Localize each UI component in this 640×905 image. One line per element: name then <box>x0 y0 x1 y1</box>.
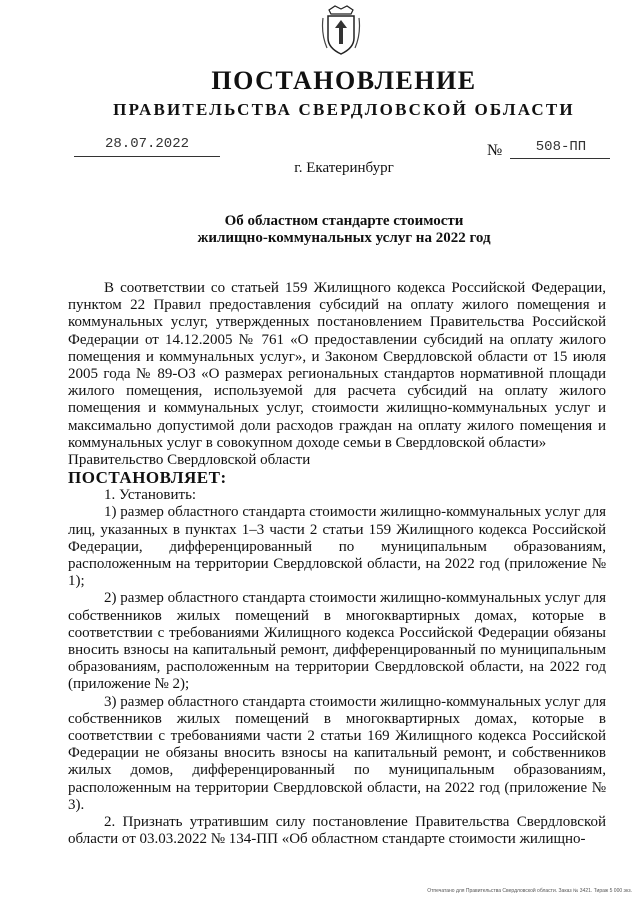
preamble-paragraph: В соответствии со статьей 159 Жилищного кодекса Российской Федерации, пунктом 22 Правил предоставления субсидий на оплату жилого помещения и коммунальных услуг, утвержденных постановлением Правительства Российской Федерации от 14.12.2005 № 761 «О предоставлении субсидий на оплату жилого помещения и коммунальных услуг», и Законом Свердловской области от 15 июля 2005 года № 89-ОЗ «О размерах региональных стандартов нормативной площади жилого помещения, используемой для расчета субсидий на оплату жилого помещения и коммунальных услуг, стоимости жилищно-коммунальных услуг и максимально допустимой доли расходов граждан на оплату жилого помещения и коммунальных услуг в совокупном доходе семьи в Свердловской области» <box>68 280 606 451</box>
date-underline <box>74 156 220 157</box>
city-name: г. Екатеринбург <box>294 160 394 176</box>
item-2: 2. Признать утратившим силу постановление Правительства Свердловской области от 03.03.2022 № 134-ПП «Об областном стандарте стоимости жилищно- <box>68 814 606 848</box>
issuer-subtitle: ПРАВИТЕЛЬСТВА СВЕРДЛОВСКОЙ ОБЛАСТИ <box>113 100 575 119</box>
item-1-3: 3) размер областного стандарта стоимости жилищно-коммунальных услуг для собственников жилых помещений в многоквартирных домах, которые в соответствии с требованиями части 2 статьи 169 Жилищного кодекса Российской Федерации не обязаны вносить взносы на капитальный ремонт, и собственников жилых домов, дифференцированный по муниципальным образованиям, расположенным на территории Свердловской области, на 2022 год (приложение № 3). <box>68 693 606 813</box>
heading-line-2: жилищно-коммунальных услуг на 2022 год <box>197 230 491 246</box>
document-number: 508-ПП <box>535 139 587 155</box>
decree-word: ПОСТАНОВЛЯЕТ: <box>68 468 227 488</box>
print-note: Отпечатано для Правительства Свердловской области. Заказ № 3421. Тираж 5 000 экз. <box>427 888 632 894</box>
document-body <box>68 280 606 849</box>
document-type-title: ПОСТАНОВЛЕНИЕ <box>211 66 477 95</box>
number-sign: № <box>487 142 503 159</box>
item-1-2: 2) размер областного стандарта стоимости жилищно-коммунальных услуг для собственников жилых помещений в многоквартирных домах, которые в соответствии с требованиями Жилищного кодекса Российской Федерации обязаны вносить взносы на капитальный ремонт, дифференцированный по муниципальным образованиям, расположенным на территории Свердловской области, на 2022 год (приложение № 2); <box>68 590 606 693</box>
document-heading <box>0 213 640 247</box>
number-underline <box>510 158 610 159</box>
item-1-1: 1) размер областного стандарта стоимости жилищно-коммунальных услуг для лиц, указанных в пунктах 1–3 части 2 статьи 159 Жилищного кодекса Российской Федерации, дифференцированный по муниципальным образованиям, расположенным на территории Свердловской области, на 2022 год (приложение № 1); <box>68 504 606 590</box>
coat-of-arms-icon <box>321 4 361 58</box>
item-1: 1. Установить: <box>104 487 197 504</box>
issuer-line: Правительство Свердловской области <box>68 452 311 469</box>
document-date: 28.07.2022 <box>104 136 189 152</box>
heading-line-1: Об областном стандарте стоимости <box>224 213 464 229</box>
